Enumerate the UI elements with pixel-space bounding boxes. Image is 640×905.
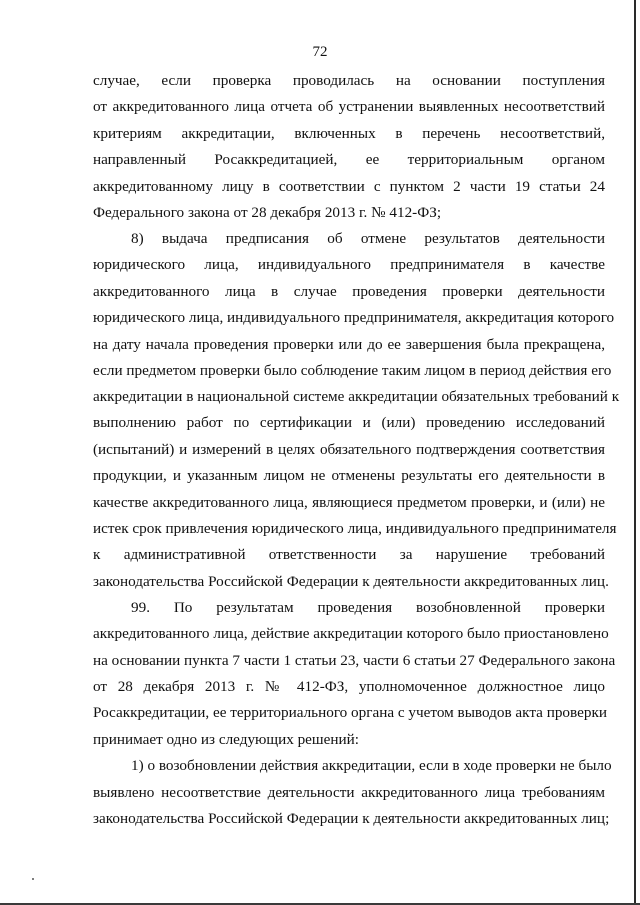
text-line: аккредитованному лицу в соответствии с пунктом 2 части 19 статьи 24 [93,178,605,195]
text-line: на дату начала проведения проверки или до ее завершения была прекращена, [93,336,605,353]
text-line: от аккредитованного лица отчета об устранении выявленных несоответствий [93,98,605,115]
text-line: к административной ответственности за нарушение требований [93,546,605,563]
text-line: случае, если проверка проводилась на основании поступления [93,72,605,89]
page-number: 72 [312,44,328,60]
text-line: продукции, и указанным лицом не отменены результаты его деятельности в [93,467,605,484]
text-line: от 28 декабря 2013 г. № 412-ФЗ, уполномоченное должностное лицо [93,678,605,695]
text-line: юридического лица, индивидуального предпринимателя в качестве [93,256,605,273]
text-line: Федерального закона от 28 декабря 2013 г. № 412-ФЗ; [93,204,442,221]
text-line: законодательства Российской Федерации к деятельности аккредитованных лиц. [93,573,609,590]
text-line: критериям аккредитации, включенных в перечень несоответствий, [93,125,605,142]
text-line: Росаккредитации, ее территориального органа с учетом выводов акта проверки [93,704,607,721]
text-line: аккредитованного лица в случае проведения проверки деятельности [93,283,605,300]
text-line: аккредитации в национальной системе аккредитации обязательных требований к [93,388,620,405]
text-line: качестве аккредитованного лица, являющиеся предметом проверки, и (или) не [93,494,605,511]
text-line: юридического лица, индивидуального предпринимателя, аккредитация которого [93,309,615,326]
text-line: 99. По результатам проведения возобновленной проверки [131,599,605,616]
text-line: направленный Росаккредитацией, ее территориальным органом [93,151,605,168]
text-line: истек срок привлечения юридического лица, индивидуального предпринимателя [93,520,617,537]
text-line: если предметом проверки было соблюдение таким лицом в период действия его [93,362,612,379]
text-line: 8) выдача предписания об отмене результатов деятельности [131,230,605,247]
scan-speck [32,878,34,880]
scan-edge-right [634,0,636,905]
text-line: (испытаний) и измерений в целях обязательного подтверждения соответствия [93,441,605,458]
text-line: принимает одно из следующих решений: [93,731,359,748]
text-line: 1) о возобновлении действия аккредитации, если в ходе проверки не было [131,757,612,774]
text-line: на основании пункта 7 части 1 статьи 23, части 6 статьи 27 Федерального закона [93,652,616,669]
text-line: выявлено несоответствие деятельности аккредитованного лица требованиям [93,784,605,801]
text-line: выполнению работ по сертификации и (или) проведению исследований [93,414,605,431]
text-line: аккредитованного лица, действие аккредитации которого было приостановлено [93,625,609,642]
text-line: законодательства Российской Федерации к деятельности аккредитованных лиц; [93,810,610,827]
